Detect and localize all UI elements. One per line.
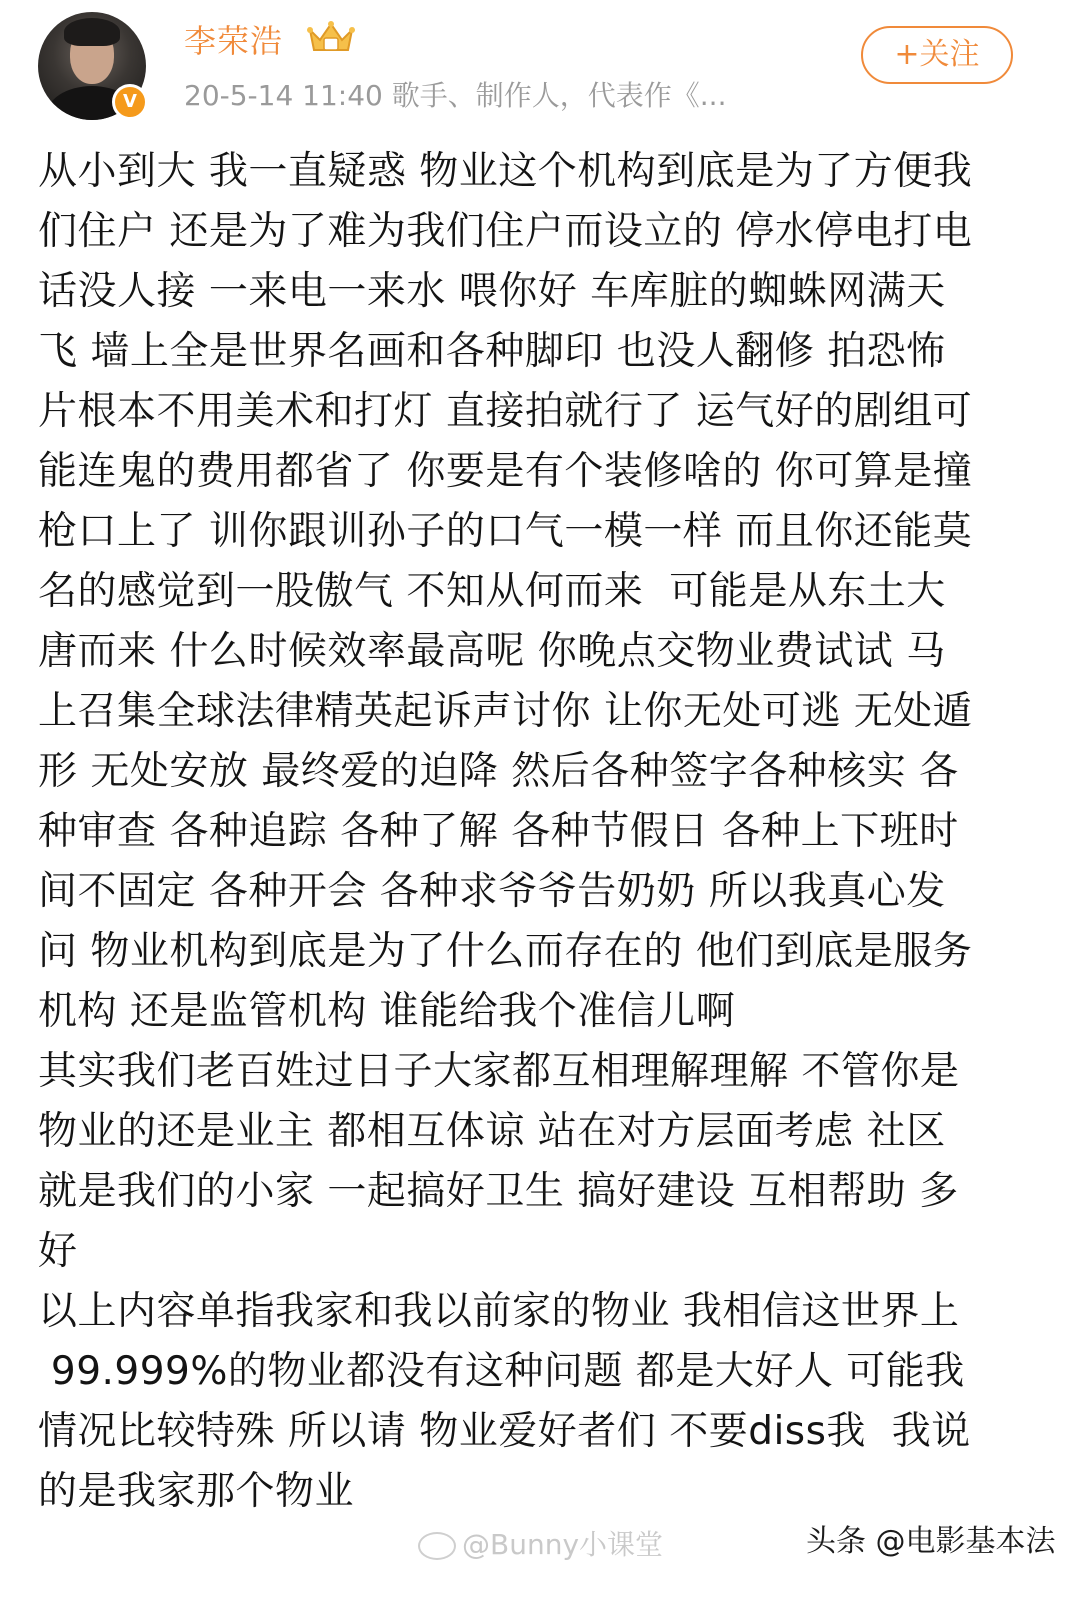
verified-icon: V bbox=[112, 84, 148, 120]
author-name[interactable]: 李荣浩 bbox=[184, 22, 284, 60]
post-meta: 20-5-14 11:40 歌手、制作人，代表作《... bbox=[184, 79, 727, 112]
post-line: 上召集全球法律精英起诉声讨你 让你无处可逃 无处遁 bbox=[38, 689, 973, 734]
post-text bbox=[38, 142, 1028, 1522]
post-line: 形 无处安放 最终爱的迫降 然后各种签字各种核实 各 bbox=[38, 749, 959, 794]
post-line: 机构 还是监管机构 谁能给我个准信儿啊 bbox=[38, 989, 736, 1034]
post-line: 就是我们的小家 一起搞好卫生 搞好建设 互相帮助 多 bbox=[38, 1169, 959, 1214]
post-line: 能连鬼的费用都省了 你要是有个装修啥的 你可算是撞 bbox=[38, 449, 973, 494]
avatar-hair bbox=[64, 18, 120, 46]
weibo-watermark bbox=[418, 1523, 663, 1563]
post-line: 种审查 各种追踪 各种了解 各种节假日 各种上下班时 bbox=[38, 809, 959, 854]
post-line: 从小到大 我一直疑惑 物业这个机构到底是为了方便我 bbox=[38, 149, 973, 194]
post-line: 好 bbox=[38, 1229, 78, 1274]
vip-crown-icon bbox=[306, 20, 356, 56]
post-line: 其实我们老百姓过日子大家都互相理解理解 不管你是 bbox=[38, 1049, 960, 1094]
post-line: 物业的还是业主 都相互体谅 站在对方层面考虑 社区 bbox=[38, 1109, 946, 1154]
post-line: 们住户 还是为了难为我们住户而设立的 停水停电打电 bbox=[38, 209, 973, 254]
post-line: 飞 墙上全是世界名画和各种脚印 也没人翻修 拍恐怖 bbox=[38, 329, 946, 374]
toutiao-watermark: 头条 @电影基本法 bbox=[806, 1524, 1056, 1559]
post-line: 名的感觉到一股傲气 不知从何而来 可能是从东土大 bbox=[38, 569, 946, 614]
post-line: 片根本不用美术和打灯 直接拍就行了 运气好的剧组可 bbox=[38, 389, 973, 434]
follow-button[interactable]: +关注 bbox=[861, 26, 1013, 84]
post-line: 情况比较特殊 所以请 物业爱好者们 不要diss我 我说 bbox=[38, 1409, 971, 1454]
weibo-watermark-text: @Bunny小课堂 bbox=[462, 1528, 664, 1561]
post-line: 枪口上了 训你跟训孙子的口气一模一样 而且你还能莫 bbox=[38, 509, 973, 554]
post-line: 的是我家那个物业 bbox=[38, 1469, 355, 1514]
post-line: 间不固定 各种开会 各种求爷爷告奶奶 所以我真心发 bbox=[38, 869, 946, 914]
post-line: 话没人接 一来电一来水 喂你好 车库脏的蜘蛛网满天 bbox=[38, 269, 946, 314]
post-line: 99.999%的物业都没有这种问题 都是大好人 可能我 bbox=[38, 1349, 965, 1394]
post-line: 唐而来 什么时候效率最高呢 你晚点交物业费试试 马 bbox=[38, 629, 946, 674]
post-header bbox=[0, 0, 1080, 130]
weibo-logo-icon bbox=[418, 1532, 456, 1560]
post-line: 问 物业机构到底是为了什么而存在的 他们到底是服务 bbox=[38, 929, 973, 974]
post-line: 以上内容单指我家和我以前家的物业 我相信这世界上 bbox=[38, 1289, 960, 1334]
